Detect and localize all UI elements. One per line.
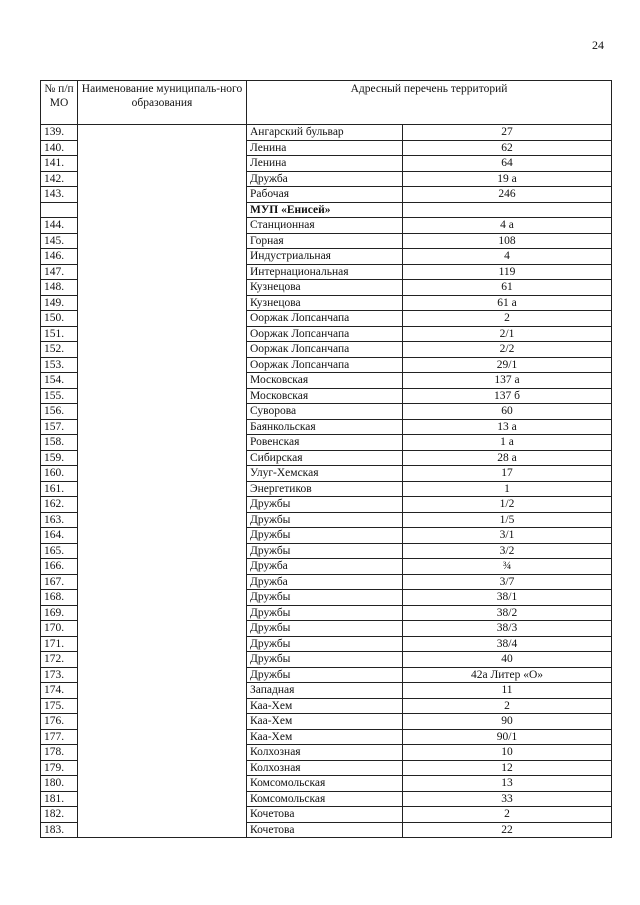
- street-cell: Комсомольская: [247, 776, 403, 792]
- street-cell: Дружба: [247, 559, 403, 575]
- house-cell: 108: [403, 233, 612, 249]
- row-number: 164.: [41, 528, 78, 544]
- house-cell: 38/2: [403, 605, 612, 621]
- house-cell: 42а Литер «О»: [403, 667, 612, 683]
- street-cell: Дружбы: [247, 590, 403, 606]
- table-row: [41, 683, 612, 699]
- table-row: [41, 357, 612, 373]
- house-cell: 17: [403, 466, 612, 482]
- house-cell: 137 а: [403, 373, 612, 389]
- row-number: 169.: [41, 605, 78, 621]
- row-number: 178.: [41, 745, 78, 761]
- row-number: 160.: [41, 466, 78, 482]
- street-cell: Кочетова: [247, 822, 403, 838]
- municipality-cell: [78, 373, 247, 389]
- house-cell: 13: [403, 776, 612, 792]
- municipality-cell: [78, 621, 247, 637]
- table-row: [41, 729, 612, 745]
- row-number: 180.: [41, 776, 78, 792]
- table-row: [41, 156, 612, 172]
- row-number: 158.: [41, 435, 78, 451]
- row-number: 139.: [41, 125, 78, 141]
- municipality-cell: [78, 187, 247, 203]
- row-number: 141.: [41, 156, 78, 172]
- house-cell: 22: [403, 822, 612, 838]
- street-cell: Комсомольская: [247, 791, 403, 807]
- municipality-cell: [78, 171, 247, 187]
- municipality-cell: [78, 528, 247, 544]
- municipality-cell: [78, 388, 247, 404]
- street-cell: Улуг-Хемская: [247, 466, 403, 482]
- street-cell: Дружбы: [247, 512, 403, 528]
- house-cell: 64: [403, 156, 612, 172]
- table-header-row: [41, 81, 612, 125]
- municipality-cell: [78, 760, 247, 776]
- house-cell: 2: [403, 698, 612, 714]
- table-row: [41, 543, 612, 559]
- house-cell: 2/2: [403, 342, 612, 358]
- row-number: 149.: [41, 295, 78, 311]
- municipality-cell: [78, 264, 247, 280]
- street-cell: Дружба: [247, 574, 403, 590]
- table-row: [41, 373, 612, 389]
- table-row: [41, 125, 612, 141]
- row-number: 146.: [41, 249, 78, 265]
- table-row: [41, 311, 612, 327]
- house-cell: 2: [403, 807, 612, 823]
- row-number: 157.: [41, 419, 78, 435]
- street-cell: Горная: [247, 233, 403, 249]
- street-cell: Ленина: [247, 140, 403, 156]
- street-cell: Ленина: [247, 156, 403, 172]
- municipality-cell: [78, 667, 247, 683]
- house-cell: 60: [403, 404, 612, 420]
- municipality-cell: [78, 590, 247, 606]
- table-row: [41, 450, 612, 466]
- street-cell: Кузнецова: [247, 295, 403, 311]
- table-row: [41, 404, 612, 420]
- street-cell: Дружбы: [247, 652, 403, 668]
- row-number: 183.: [41, 822, 78, 838]
- house-cell: 28 а: [403, 450, 612, 466]
- municipality-cell: [78, 280, 247, 296]
- municipality-cell: [78, 543, 247, 559]
- table-row: [41, 574, 612, 590]
- row-number: 155.: [41, 388, 78, 404]
- table-row: [41, 481, 612, 497]
- row-number: 154.: [41, 373, 78, 389]
- header-municipality: Наименование муниципаль-ного образования: [78, 81, 247, 125]
- table-row: [41, 667, 612, 683]
- table-row: [41, 512, 612, 528]
- row-number: 151.: [41, 326, 78, 342]
- street-cell: Дружбы: [247, 605, 403, 621]
- street-cell: Дружбы: [247, 497, 403, 513]
- street-cell: Каа-Хем: [247, 714, 403, 730]
- house-cell: 137 б: [403, 388, 612, 404]
- street-cell: Индустриальная: [247, 249, 403, 265]
- street-cell: Московская: [247, 388, 403, 404]
- street-cell: Дружбы: [247, 667, 403, 683]
- row-number: 175.: [41, 698, 78, 714]
- table-row: [41, 233, 612, 249]
- table-row: [41, 822, 612, 838]
- house-cell: 119: [403, 264, 612, 280]
- municipality-cell: [78, 636, 247, 652]
- municipality-cell: [78, 218, 247, 234]
- row-number: 179.: [41, 760, 78, 776]
- house-cell: 33: [403, 791, 612, 807]
- street-cell: Каа-Хем: [247, 729, 403, 745]
- row-number: 176.: [41, 714, 78, 730]
- table-body: [41, 125, 612, 838]
- row-number: 172.: [41, 652, 78, 668]
- house-cell: 2: [403, 311, 612, 327]
- municipality-cell: [78, 683, 247, 699]
- house-cell: 61: [403, 280, 612, 296]
- address-table: [40, 80, 612, 838]
- house-cell: 3/1: [403, 528, 612, 544]
- house-cell: 1 а: [403, 435, 612, 451]
- row-number: 161.: [41, 481, 78, 497]
- row-number: 140.: [41, 140, 78, 156]
- municipality-cell: [78, 652, 247, 668]
- house-cell: 4 а: [403, 218, 612, 234]
- row-number: 150.: [41, 311, 78, 327]
- row-number: 159.: [41, 450, 78, 466]
- street-cell: Ооржак Лопсанчапа: [247, 311, 403, 327]
- row-number: 168.: [41, 590, 78, 606]
- municipality-cell: [78, 822, 247, 838]
- street-cell: Кузнецова: [247, 280, 403, 296]
- house-cell: 11: [403, 683, 612, 699]
- house-cell: 38/4: [403, 636, 612, 652]
- table-row: [41, 280, 612, 296]
- row-number: 170.: [41, 621, 78, 637]
- house-cell: 40: [403, 652, 612, 668]
- municipality-cell: [78, 807, 247, 823]
- municipality-cell: [78, 466, 247, 482]
- street-cell: МУП «Енисей»: [247, 202, 403, 218]
- municipality-cell: [78, 326, 247, 342]
- table-row: [41, 435, 612, 451]
- row-number: 182.: [41, 807, 78, 823]
- house-cell: 38/3: [403, 621, 612, 637]
- row-number: 173.: [41, 667, 78, 683]
- house-cell: ¾: [403, 559, 612, 575]
- street-cell: Западная: [247, 683, 403, 699]
- street-cell: Дружбы: [247, 528, 403, 544]
- table-row: [41, 171, 612, 187]
- street-cell: Энергетиков: [247, 481, 403, 497]
- table-row: [41, 636, 612, 652]
- municipality-cell: [78, 605, 247, 621]
- street-cell: Ангарский бульвар: [247, 125, 403, 141]
- house-cell: 1: [403, 481, 612, 497]
- table-row: [41, 140, 612, 156]
- row-number: 148.: [41, 280, 78, 296]
- table-row: [41, 559, 612, 575]
- house-cell: [403, 202, 612, 218]
- municipality-cell: [78, 450, 247, 466]
- house-cell: 38/1: [403, 590, 612, 606]
- municipality-cell: [78, 342, 247, 358]
- table-row: [41, 326, 612, 342]
- municipality-cell: [78, 249, 247, 265]
- house-cell: 90: [403, 714, 612, 730]
- table-row: [41, 590, 612, 606]
- house-cell: 19 а: [403, 171, 612, 187]
- row-number: 181.: [41, 791, 78, 807]
- municipality-cell: [78, 419, 247, 435]
- row-number: 147.: [41, 264, 78, 280]
- house-cell: 27: [403, 125, 612, 141]
- table-row: [41, 388, 612, 404]
- table-row: [41, 776, 612, 792]
- municipality-cell: [78, 233, 247, 249]
- table-row: [41, 497, 612, 513]
- row-number: 152.: [41, 342, 78, 358]
- street-cell: Колхозная: [247, 745, 403, 761]
- table-row: [41, 714, 612, 730]
- row-number: 145.: [41, 233, 78, 249]
- street-cell: Рабочая: [247, 187, 403, 203]
- table-row: [41, 342, 612, 358]
- house-cell: 29/1: [403, 357, 612, 373]
- row-number: 162.: [41, 497, 78, 513]
- street-cell: Дружбы: [247, 636, 403, 652]
- table-row: [41, 187, 612, 203]
- page-number: 24: [592, 38, 604, 52]
- table-row: [41, 652, 612, 668]
- table-row: [41, 295, 612, 311]
- row-number: 163.: [41, 512, 78, 528]
- house-cell: 13 а: [403, 419, 612, 435]
- row-number: 165.: [41, 543, 78, 559]
- table-row: [41, 264, 612, 280]
- header-num: № п/п МО: [41, 81, 78, 125]
- street-cell: Баянкольская: [247, 419, 403, 435]
- street-cell: Дружба: [247, 171, 403, 187]
- house-cell: 4: [403, 249, 612, 265]
- municipality-cell: [78, 156, 247, 172]
- house-cell: 12: [403, 760, 612, 776]
- table-row: [41, 218, 612, 234]
- municipality-cell: [78, 698, 247, 714]
- table-row: [41, 760, 612, 776]
- table-row: [41, 605, 612, 621]
- municipality-cell: [78, 435, 247, 451]
- municipality-cell: [78, 140, 247, 156]
- municipality-cell: [78, 574, 247, 590]
- row-number: 142.: [41, 171, 78, 187]
- house-cell: 3/2: [403, 543, 612, 559]
- table-row: [41, 202, 612, 218]
- house-cell: 90/1: [403, 729, 612, 745]
- municipality-cell: [78, 202, 247, 218]
- municipality-cell: [78, 357, 247, 373]
- header-address-list: Адресный перечень территорий: [247, 81, 612, 125]
- municipality-cell: [78, 791, 247, 807]
- street-cell: Суворова: [247, 404, 403, 420]
- table-row: [41, 791, 612, 807]
- street-cell: Дружбы: [247, 543, 403, 559]
- table-row: [41, 528, 612, 544]
- row-number: [41, 202, 78, 218]
- street-cell: Ооржак Лопсанчапа: [247, 357, 403, 373]
- municipality-cell: [78, 295, 247, 311]
- table-row: [41, 621, 612, 637]
- house-cell: 246: [403, 187, 612, 203]
- street-cell: Московская: [247, 373, 403, 389]
- street-cell: Ооржак Лопсанчапа: [247, 326, 403, 342]
- street-cell: Ооржак Лопсанчапа: [247, 342, 403, 358]
- municipality-cell: [78, 125, 247, 141]
- row-number: 174.: [41, 683, 78, 699]
- table-row: [41, 698, 612, 714]
- row-number: 156.: [41, 404, 78, 420]
- row-number: 153.: [41, 357, 78, 373]
- street-cell: Сибирская: [247, 450, 403, 466]
- street-cell: Интернациональная: [247, 264, 403, 280]
- table-row: [41, 745, 612, 761]
- municipality-cell: [78, 559, 247, 575]
- row-number: 144.: [41, 218, 78, 234]
- row-number: 166.: [41, 559, 78, 575]
- municipality-cell: [78, 404, 247, 420]
- house-cell: 10: [403, 745, 612, 761]
- municipality-cell: [78, 714, 247, 730]
- row-number: 167.: [41, 574, 78, 590]
- municipality-cell: [78, 481, 247, 497]
- municipality-cell: [78, 745, 247, 761]
- house-cell: 1/5: [403, 512, 612, 528]
- row-number: 171.: [41, 636, 78, 652]
- municipality-cell: [78, 729, 247, 745]
- street-cell: Колхозная: [247, 760, 403, 776]
- municipality-cell: [78, 512, 247, 528]
- street-cell: Ровенская: [247, 435, 403, 451]
- house-cell: 3/7: [403, 574, 612, 590]
- street-cell: Станционная: [247, 218, 403, 234]
- municipality-cell: [78, 497, 247, 513]
- table-row: [41, 419, 612, 435]
- house-cell: 62: [403, 140, 612, 156]
- house-cell: 61 а: [403, 295, 612, 311]
- street-cell: Дружбы: [247, 621, 403, 637]
- table-row: [41, 807, 612, 823]
- house-cell: 2/1: [403, 326, 612, 342]
- municipality-cell: [78, 776, 247, 792]
- row-number: 143.: [41, 187, 78, 203]
- municipality-cell: [78, 311, 247, 327]
- table-row: [41, 466, 612, 482]
- row-number: 177.: [41, 729, 78, 745]
- street-cell: Каа-Хем: [247, 698, 403, 714]
- table-row: [41, 249, 612, 265]
- street-cell: Кочетова: [247, 807, 403, 823]
- house-cell: 1/2: [403, 497, 612, 513]
